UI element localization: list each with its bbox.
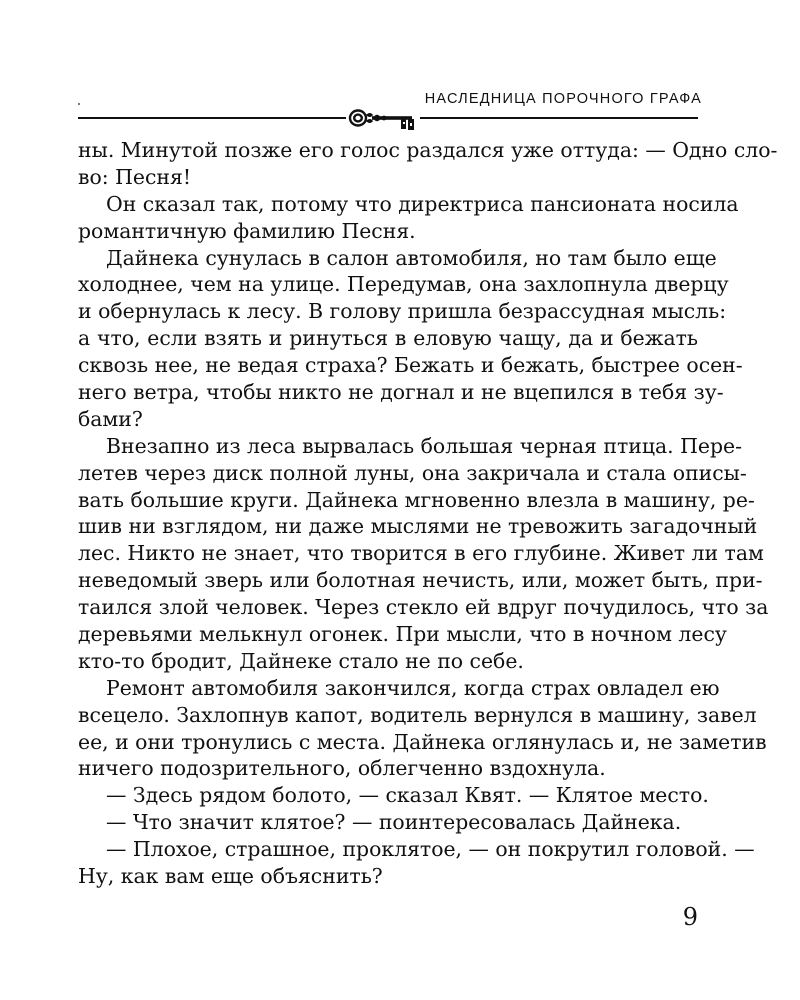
text-line: деревьями мелькнул огонек. При мысли, что в ночном лесу (78, 622, 727, 647)
text-line: ее, и они тронулись с места. Дайнека оглянулась и, не заметив (78, 729, 767, 754)
key-icon (346, 107, 422, 131)
text-line: таился злой человек. Через стекло ей вдруг почудилось, что за (78, 595, 769, 620)
text-line: сквозь нее, не ведая страха? Бежать и бежать, быстрее осен- (78, 353, 743, 378)
text-line: ны. Минутой позже его голос раздался уже оттуда: — Одно сло- (78, 138, 778, 162)
text-line: шив ни взглядом, ни даже мыслями не тревожить загадочный (78, 514, 758, 539)
corner-mark (78, 103, 80, 105)
text-line: вать большие круги. Дайнека мгновенно влезла в машину, ре- (78, 487, 755, 512)
text-line: и обернулась к лесу. В голову пришла безрассудная мысль: (78, 299, 727, 324)
text-line: Дайнека сунулась в салон автомобиля, но там было еще (106, 245, 717, 270)
header-rule-right (420, 117, 698, 119)
text-line: во: Песня! (78, 164, 192, 189)
running-head-title: НАСЛЕДНИЦА ПОРОЧНОГО ГРАФА (424, 91, 702, 107)
text-line: а что, если взять и ринуться в еловую чащу, да и бежать (78, 326, 698, 351)
text-line: ничего подозрительного, облегченно вздохнула. (78, 756, 606, 781)
text-line: Внезапно из леса вырвалась большая черная птица. Пере- (106, 433, 742, 458)
text-line: романтичную фамилию Песня. (78, 218, 416, 243)
text-line: холоднее, чем на улице. Передумав, она захлопнула дверцу (78, 272, 729, 297)
text-line: всецело. Захлопнув капот, водитель вернулся в машину, завел (78, 702, 757, 727)
text-line: него ветра, чтобы никто не догнал и не вцепился в тебя зу- (78, 380, 724, 405)
text-line: летев через диск полной луны, она закричала и стала описы- (78, 460, 747, 485)
page-number: 9 (682, 903, 698, 931)
text-line: Он сказал так, потому что директриса пансионата носила (106, 191, 739, 216)
text-line: Ремонт автомобиля закончился, когда страх овладел ею (106, 675, 720, 700)
text-line: неведомый зверь или болотная нечисть, или, может быть, при- (78, 568, 763, 593)
body-text (78, 137, 778, 890)
text-line: — Что значит клятое? — поинтересовалась Дайнека. (106, 810, 682, 835)
header-rule-left (78, 117, 346, 119)
text-line: кто-то бродит, Дайнеке стало не по себе. (78, 648, 524, 673)
text-line: — Плохое, страшное, проклятое, — он покрутил головой. — (106, 837, 755, 862)
text-line: бами? (78, 406, 143, 431)
text-line: — Здесь рядом болото, — сказал Квят. — Клятое место. (106, 783, 709, 808)
text-line: лес. Никто не знает, что творится в его глубине. Живет ли там (78, 541, 764, 566)
text-line: Ну, как вам еще объяснить? (78, 864, 383, 889)
